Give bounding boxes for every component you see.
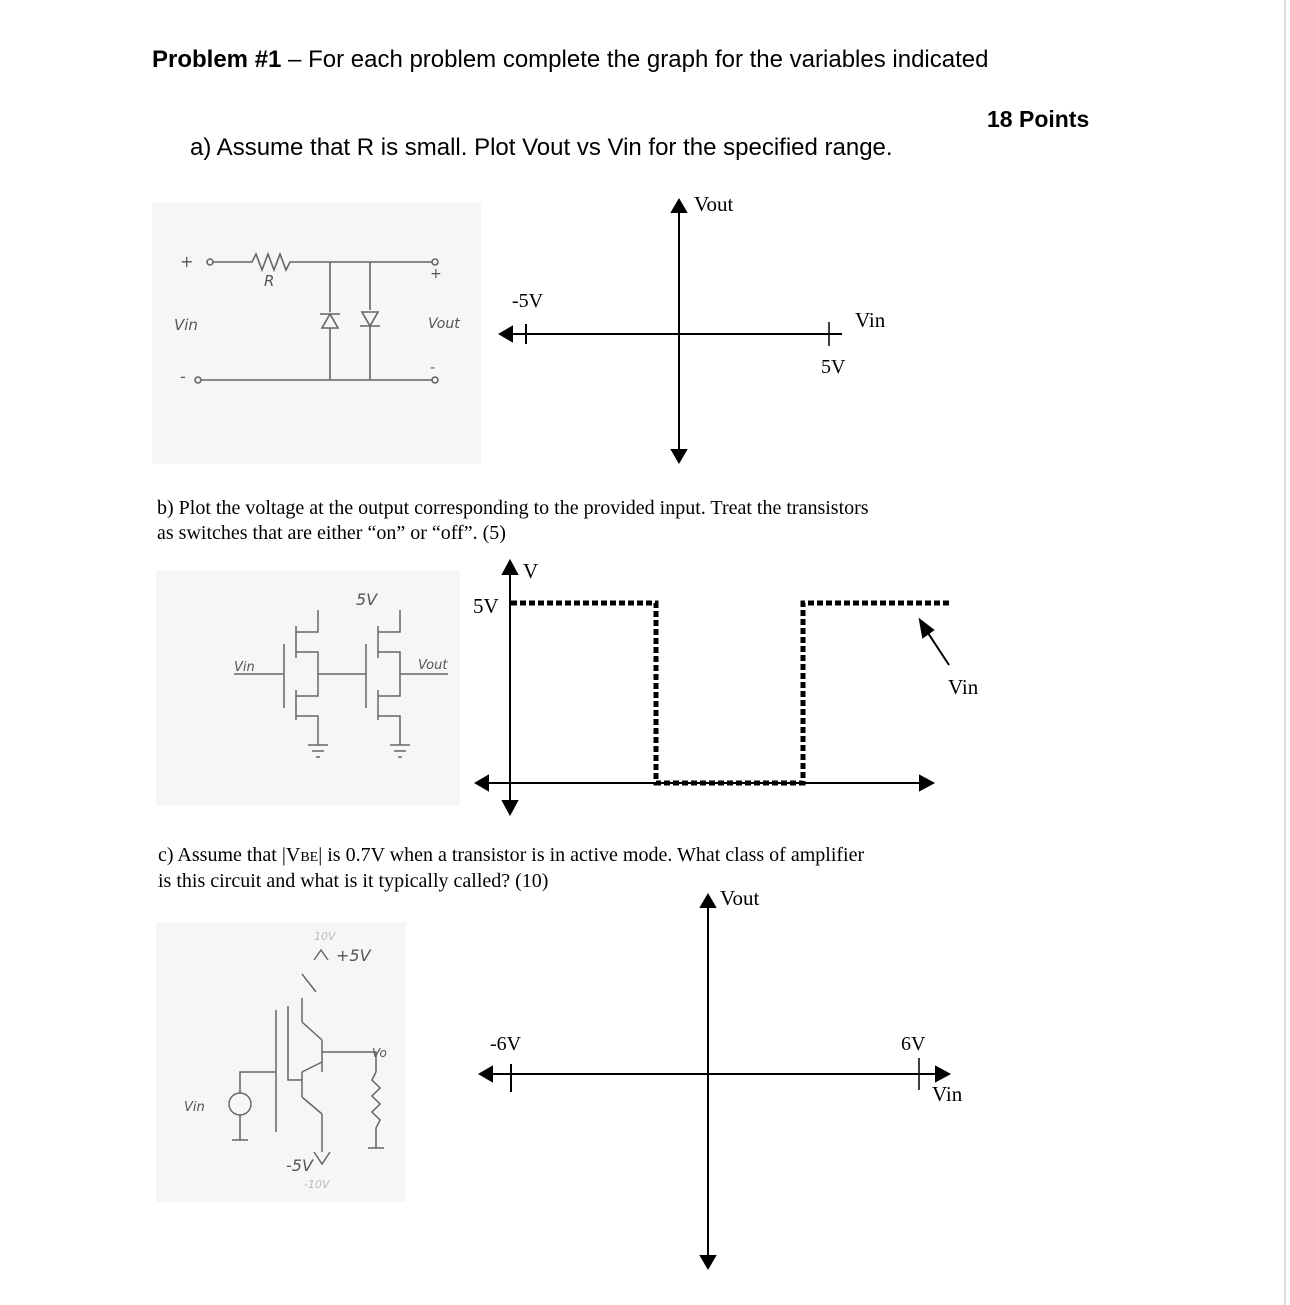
part-c-pos-tick-label: 6V — [901, 1033, 926, 1055]
part-c-vo-label: Vo — [372, 1046, 387, 1060]
part-b-level-label: 5V — [473, 594, 499, 618]
part-c-y-label: Vout — [720, 886, 760, 910]
part-a-x-label: Vin — [855, 308, 886, 332]
part-b-prompt-line2: as switches that are either “on” or “off”. (5) — [157, 522, 506, 544]
points-label: 18 Points — [987, 106, 1090, 132]
part-c-y-arrow-up — [701, 895, 715, 907]
part-c-vcc-old-label: 10V — [314, 930, 336, 943]
problem-instruction: – For each problem complete the graph for the variables indicated — [281, 46, 989, 73]
vin-label: Vin — [174, 316, 198, 334]
part-a-prompt: a) Assume that R is small. Plot Vout vs Vin for the specified range. — [190, 134, 893, 161]
part-a-neg-tick-label: -5V — [512, 290, 544, 312]
part-c-x-label: Vin — [932, 1082, 963, 1106]
part-c-vcc-label: +5V — [336, 946, 371, 965]
part-a-y-label: Vout — [694, 192, 734, 216]
problem-label: Problem #1 — [152, 46, 282, 73]
part-c-prompt-line1: c) Assume that |VBE| is 0.7V when a transistor is in active mode. What class of amplifier — [158, 844, 865, 866]
part-c-prompt-line2: is this circuit and what is it typically called? (10) — [158, 870, 549, 892]
vout-minus-sign: - — [430, 360, 436, 376]
vin-minus-sign: - — [180, 367, 186, 386]
resistor-label: R — [264, 272, 275, 290]
part-c-y-arrow-down — [701, 1256, 715, 1268]
vout-label: Vout — [428, 316, 460, 332]
part-b-vin-label-graph: Vin — [948, 675, 979, 699]
part-c-vee-label: -5V — [286, 1156, 313, 1175]
part-b-vout-label: Vout — [418, 658, 448, 673]
part-b-supply-label: 5V — [356, 590, 378, 609]
part-c-vee-old-label: -10V — [304, 1178, 330, 1191]
vout-plus-sign: + — [430, 266, 442, 282]
part-b-y-label: V — [523, 559, 539, 583]
part-c-x-arrow-left — [480, 1067, 492, 1081]
part-a-pos-tick-label: 5V — [821, 356, 846, 378]
part-b-vin-label: Vin — [234, 660, 255, 675]
part-c-neg-tick-label: -6V — [490, 1033, 522, 1055]
part-b-prompt-line1: b) Plot the voltage at the output corresponding to the provided input. Treat the transistors — [157, 497, 869, 519]
part-c-vin-label: Vin — [184, 1100, 205, 1115]
vin-plus-sign: + — [180, 252, 194, 271]
part-c-x-arrow-right — [936, 1067, 949, 1081]
